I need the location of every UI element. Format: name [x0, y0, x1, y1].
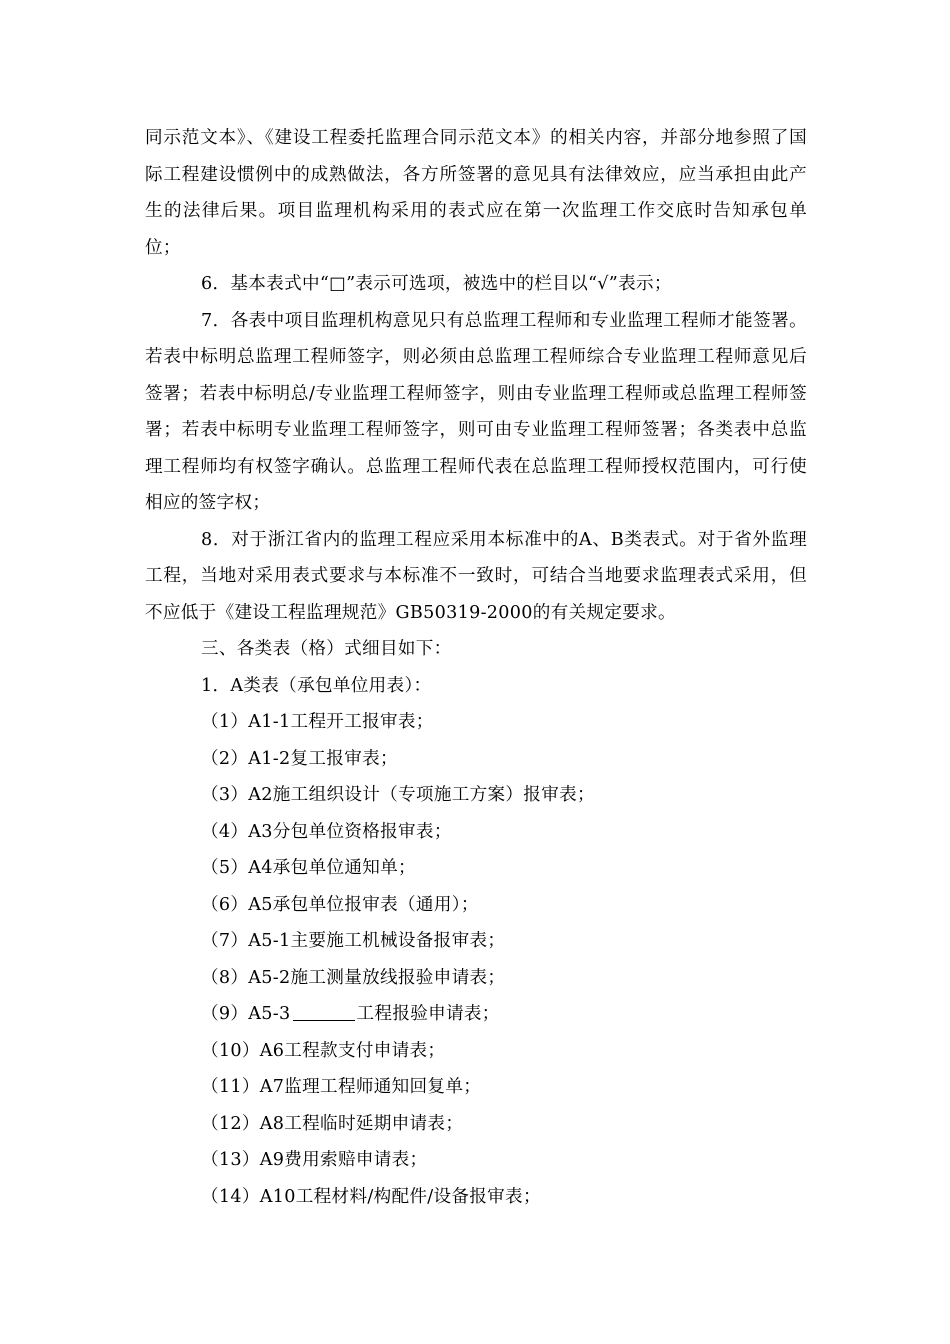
- list-item-prefix: （9）A5-3: [201, 1004, 291, 1024]
- subheading-a-forms: 1．A类表（承包单位用表）：: [201, 675, 432, 696]
- list-item: （2）A1-2复工报审表；: [201, 748, 398, 769]
- list-item: （8）A5-2施工测量放线报验申请表；: [201, 967, 506, 988]
- paragraph-item-7: 7．各表中项目监理机构意见只有总监理工程师和专业监理工程师才能签署。若表中标明总监理工程师签字，则必须由总监理工程师综合专业监理工程师意见后签署；若表中标明总/专业监理工程师签字，则由专业监理工程师或总监理工程师签署；若表中标明专业监理工程师签字，则可由专业监理工程师签署；各类表中总监理工程师均有权签字确认。总监理工程师代表在总监理工程师授权范围内，可行使相应的签字权；: [145, 310, 807, 513]
- list-item: （14）A10工程材料/构配件/设备报审表；: [201, 1186, 541, 1207]
- list-item: （3）A2施工组织设计（专项施工方案）报审表；: [201, 785, 595, 805]
- list-item: （11）A7监理工程师通知回复单；: [201, 1077, 482, 1097]
- fill-in-blank-line: [293, 1002, 355, 1021]
- list-item: （7）A5-1主要施工机械设备报审表；: [201, 931, 506, 951]
- list-item: （12）A8工程临时延期申请表；: [201, 1113, 464, 1134]
- document-body: [145, 120, 807, 1215]
- list-item: （10）A6工程款支付申请表；: [201, 1040, 446, 1061]
- list-item: （4）A3分包单位资格报审表；: [201, 821, 452, 842]
- paragraph-item-6: 6．基本表式中“□”表示可选项，被选中的栏目以“√”表示；: [201, 274, 672, 294]
- list-item: （13）A9费用索赔申请表；: [201, 1150, 428, 1170]
- list-item-blank: [145, 996, 807, 1033]
- list-item: （6）A5承包单位报审表（通用）；: [201, 894, 479, 915]
- paragraph-item-8: 8．对于浙江省内的监理工程应采用本标准中的A、B类表式。对于省外监理工程，当地对采用表式要求与本标准不一致时，可结合当地要求监理表式采用，但不应低于《建设工程监理规范》GB50319-2000的有关规定要求。: [145, 529, 807, 623]
- section-heading-3: 三、各类表（格）式细目如下：: [201, 639, 452, 659]
- list-item: （1）A1-1工程开工报审表；: [201, 712, 434, 732]
- list-item-suffix: 工程报验申请表；: [356, 1004, 500, 1024]
- list-item: （5）A4承包单位通知单；: [201, 858, 416, 878]
- paragraph-legal-effect: 同示范文本》、《建设工程委托监理合同示范文本》的相关内容，并部分地参照了国际工程建设惯例中的成熟做法，各方所签署的意见具有法律效应，应当承担由此产生的法律后果。项目监理机构采用的表式应在第一次监理工作交底时告知承包单位；: [145, 128, 807, 258]
